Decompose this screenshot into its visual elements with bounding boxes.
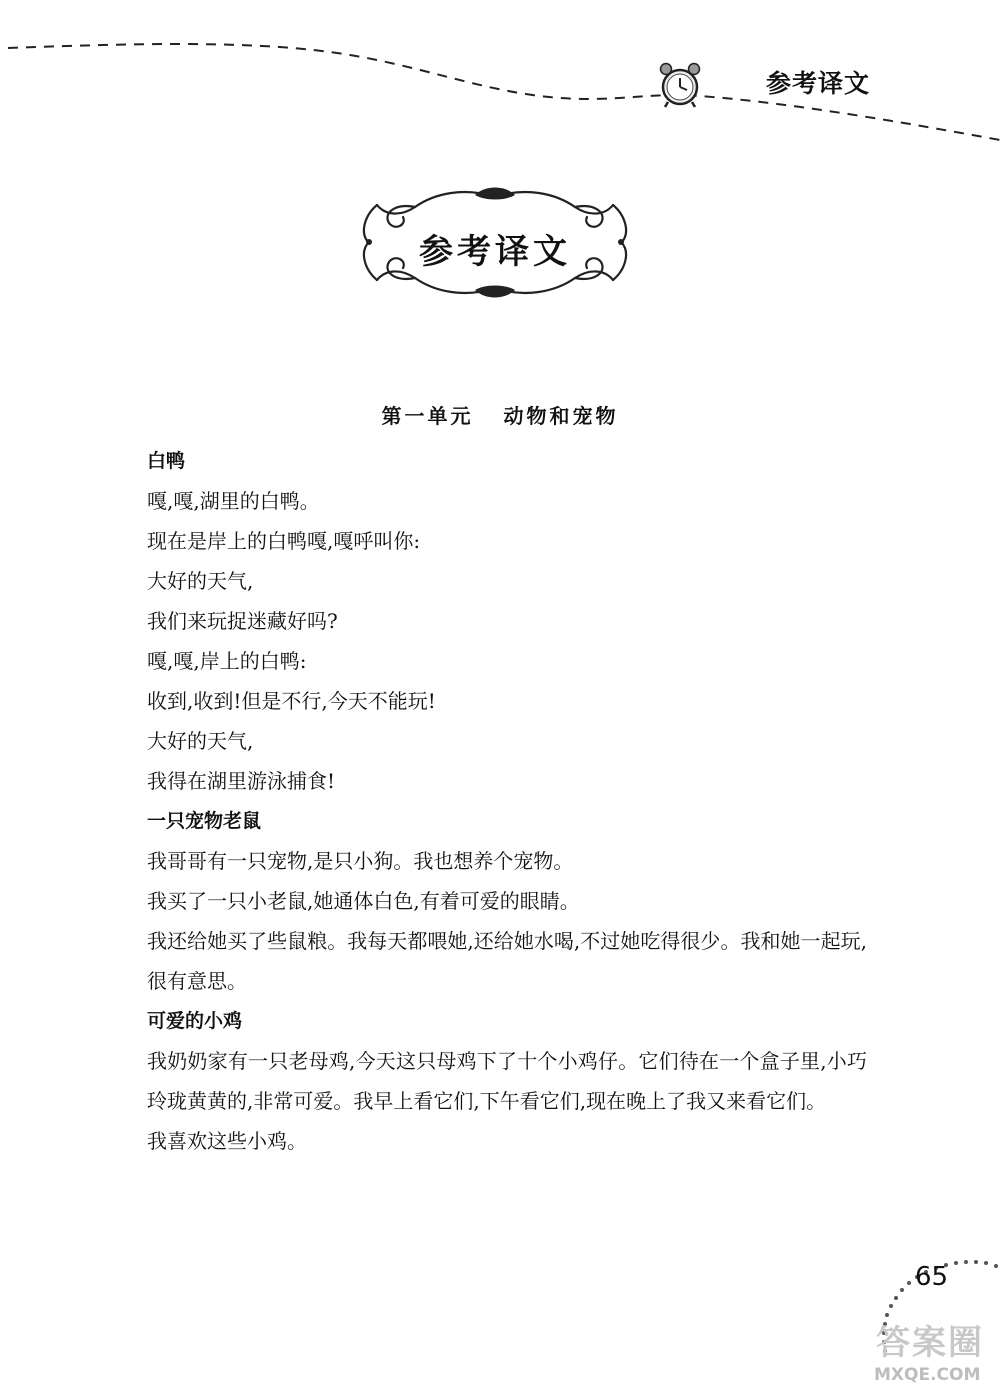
poem-line: 我们来玩捉迷藏好吗?	[147, 609, 338, 633]
header-title: 参考译文	[766, 69, 871, 98]
translation-content	[147, 441, 867, 1161]
unit-topic: 动物和宠物	[503, 404, 619, 428]
section-title: 可爱的小鸡	[147, 1010, 243, 1032]
watermark	[870, 1315, 1000, 1393]
unit-heading	[0, 400, 1000, 429]
poem-line: 大好的天气,	[147, 569, 254, 593]
alarm-clock-icon	[656, 60, 704, 108]
section-title: 一只宠物老鼠	[147, 810, 262, 832]
paragraph: 我买了一只小老鼠,她通体白色,有着可爱的眼睛。	[147, 889, 580, 913]
poem-line: 现在是岸上的白鸭嘎,嘎呼叫你:	[147, 529, 421, 553]
section-title: 白鸭	[147, 450, 186, 472]
paragraph: 我哥哥有一只宠物,是只小狗。我也想养个宠物。	[147, 849, 574, 873]
watermark-logo: 答案圈	[876, 1323, 984, 1363]
poem-line: 收到,收到!但是不行,今天不能玩!	[147, 689, 436, 713]
unit-name: 第一单元	[381, 404, 474, 428]
paragraph: 我还给她买了些鼠粮。我每天都喂她,还给她水喝,不过她吃得很少。我和她一起玩,很有意思。	[147, 929, 867, 993]
poem-line: 嘎,嘎,岸上的白鸭:	[147, 649, 307, 673]
poem-line: 大好的天气,	[147, 729, 254, 753]
poem-line: 我得在湖里游泳捕食!	[147, 769, 336, 793]
page-number: 65	[915, 1262, 949, 1292]
paragraph: 我奶奶家有一只老母鸡,今天这只母鸡下了十个小鸡仔。它们待在一个盒子里,小巧玲珑黄黄的,非常可爱。我早上看它们,下午看它们,现在晚上了我又来看它们。	[147, 1049, 867, 1113]
watermark-site: MXQE.COM	[874, 1365, 981, 1385]
main-title: 参考译文	[419, 232, 571, 272]
poem-line: 嘎,嘎,湖里的白鸭。	[147, 489, 320, 513]
paragraph: 我喜欢这些小鸡。	[147, 1129, 307, 1153]
